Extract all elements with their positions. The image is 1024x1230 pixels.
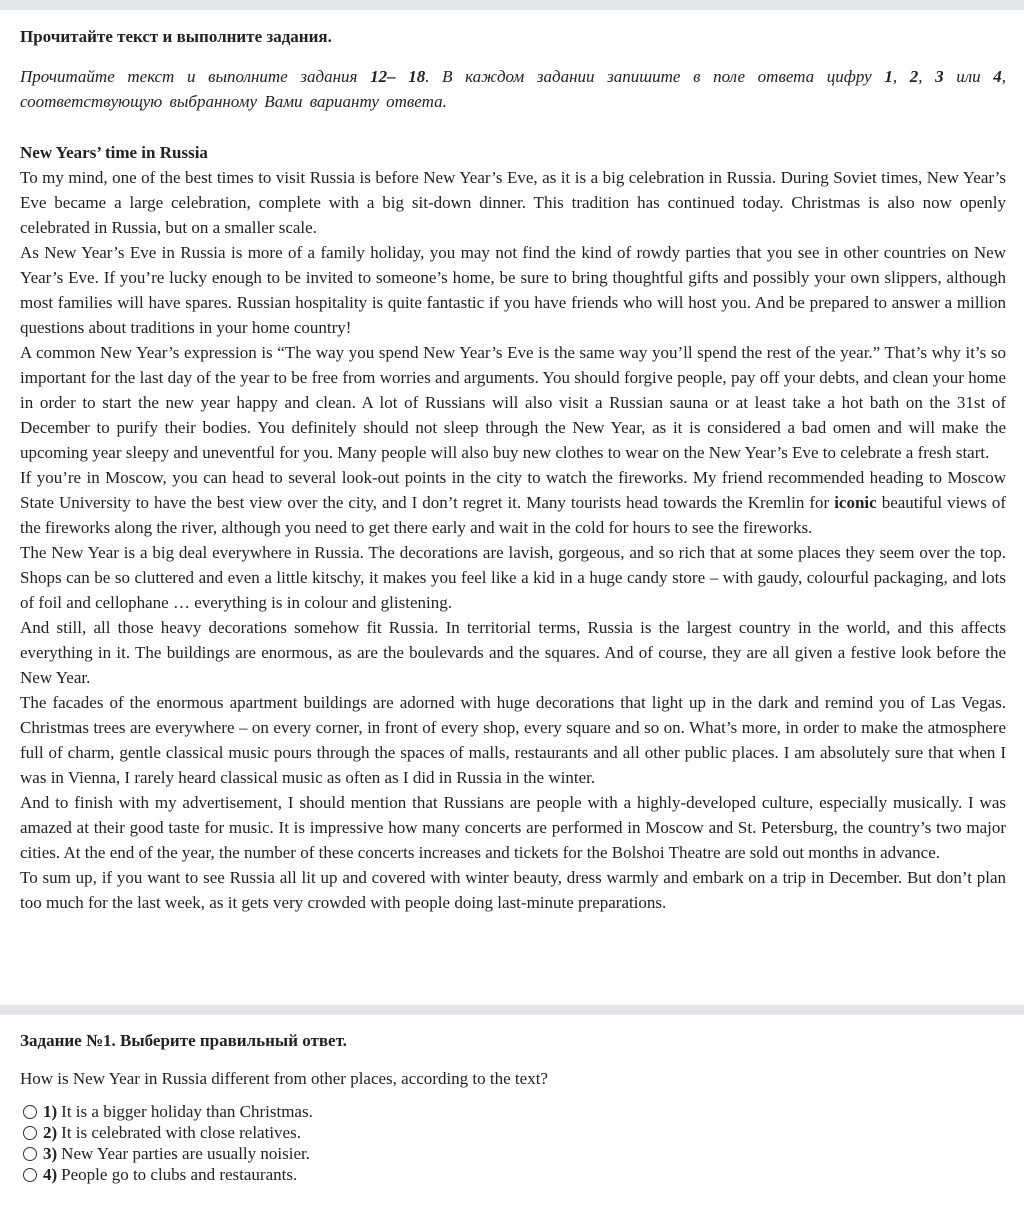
article-paragraph bbox=[20, 465, 1006, 540]
article-paragraph: To sum up, if you want to see Russia all lit up and covered with winter beauty, dress warmly and embark on a trip in December. But don’t plan too much for the last week, as it gets very crowded with people doing last-minute preparations. bbox=[20, 868, 1006, 912]
paragraph-text: beautiful views of the fireworks along the river, although you need to get there early and wait in the cold for hours to see the fireworks. bbox=[20, 493, 1006, 537]
instruction-text: , соответствующую выбранному Вами варианту ответа. bbox=[20, 67, 1007, 111]
article-paragraph: And to finish with my advertisement, I should mention that Russians are people with a highly-developed culture, especially musically. I was amazed at their good taste for music. It is impressive how many concerts are performed in Moscow and St. Petersburg, the country’s two major cities. At the end of the year, the number of these concerts increases and tickets for the Bolshoi Theatre are sold out months in advance. bbox=[20, 793, 1006, 862]
instruction-text: Прочитайте текст и выполните задания bbox=[20, 67, 371, 86]
option-number: 3) bbox=[43, 1144, 58, 1163]
answer-option-2[interactable] bbox=[20, 1122, 1006, 1143]
instruction-digit: 2 bbox=[909, 67, 919, 86]
paragraph-text: If you’re in Moscow, you can head to several look-out points in the city to watch the fireworks. My friend recommended heading to Moscow State University to have the best view over the city, and I don’t regret it. Many tourists head towards the Kremlin for bbox=[20, 468, 1006, 512]
answer-option-1[interactable] bbox=[20, 1101, 1006, 1122]
instruction-digit: 3 bbox=[935, 67, 944, 86]
article-heading: New Years’ time in Russia bbox=[20, 143, 208, 162]
radio-button[interactable] bbox=[23, 1147, 37, 1161]
article-paragraph: The New Year is a big deal everywhere in Russia. The decorations are lavish, gorgeous, and so rich that at some places they seem over the top. Shops can be so cluttered and even a little kitschy, it makes you feel like a kid in a huge candy store – with gaudy, colourful packaging, and lots of foil and cellophane … everything is in colour and glistening. bbox=[20, 543, 1006, 612]
article-paragraph: To my mind, one of the best times to visit Russia is before New Year’s Eve, as it is a big celebration in Russia. During Soviet times, New Year’s Eve became a large celebration, complete with a big sit-down dinner. This tradition has continued today. Christmas is also now openly celebrated in Russia, but on a smaller scale. bbox=[20, 168, 1006, 237]
instruction-text: или bbox=[943, 67, 994, 86]
section-divider bbox=[0, 1005, 1024, 1015]
option-number: 2) bbox=[43, 1123, 58, 1142]
instruction-text: . В каждом задании запишите в поле ответа цифру bbox=[425, 67, 885, 86]
instruction-range: 12– 18 bbox=[370, 67, 426, 86]
article-paragraph: A common New Year’s expression is “The way you spend New Year’s Eve is the same way you’ll spend the rest of the year.” That’s why it’s so important for the last day of the year to be free from worries and arguments. You should forgive people, pay off your debts, and clean your home in order to start the new year happy and clean. A lot of Russians will also visit a Russian sauna or at least take a hot bath on the 31st of December to purify their bodies. You definitely should not sleep through the New Year, as it is considered a bad omen and will make the upcoming year sleepy and uneventful for you. Many people will also buy new clothes to wear on the New Year’s Eve to celebrate a fresh start. bbox=[20, 343, 1006, 462]
task-question: How is New Year in Russia different from other places, according to the text? bbox=[20, 1069, 548, 1088]
answer-option-3[interactable] bbox=[20, 1143, 1006, 1164]
option-text: It is a bigger holiday than Christmas. bbox=[61, 1102, 313, 1121]
highlighted-word: iconic bbox=[834, 493, 877, 512]
instruction bbox=[20, 64, 1006, 114]
option-text: It is celebrated with close relatives. bbox=[61, 1123, 301, 1142]
instruction-text: , bbox=[892, 67, 910, 86]
radio-button[interactable] bbox=[23, 1168, 37, 1182]
option-text: New Year parties are usually noisier. bbox=[61, 1144, 310, 1163]
instruction-digit: 1 bbox=[884, 67, 893, 86]
article bbox=[20, 140, 1006, 915]
option-number: 1) bbox=[43, 1102, 58, 1121]
article-paragraph: And still, all those heavy decorations somehow fit Russia. In territorial terms, Russia is the largest country in the world, and this affects everything in it. The buildings are enormous, as are the boulevards and the squares. And of course, they are all given a festive look before the New Year. bbox=[20, 618, 1006, 687]
article-paragraph: The facades of the enormous apartment buildings are adorned with huge decorations that light up in the dark and remind you of Las Vegas. Christmas trees are everywhere – on every corner, in front of every shop, every square and so on. What’s more, in order to make the atmosphere full of charm, gentle classical music pours through the spaces of malls, restaurants and all other public places. I am absolutely sure that when I was in Vienna, I rarely heard classical music as often as I did in Russia in the winter. bbox=[20, 693, 1006, 787]
radio-button[interactable] bbox=[23, 1105, 37, 1119]
option-number: 4) bbox=[43, 1165, 58, 1184]
page-title: Прочитайте текст и выполните задания. bbox=[20, 27, 332, 46]
option-text: People go to clubs and restaurants. bbox=[61, 1165, 298, 1184]
instruction-digit: 4 bbox=[993, 67, 1002, 86]
instruction-text: , bbox=[918, 67, 936, 86]
answer-option-4[interactable] bbox=[20, 1164, 1006, 1185]
article-paragraph: As New Year’s Eve in Russia is more of a family holiday, you may not find the kind of rowdy parties that you see in other countries on New Year’s Eve. If you’re lucky enough to be invited to someone’s home, be sure to bring thoughtful gifts and possibly your own slippers, although most families will have spares. Russian hospitality is quite fantastic if you have friends who will host you. And be prepared to answer a million questions about traditions in your home country! bbox=[20, 243, 1006, 337]
top-bar bbox=[0, 0, 1024, 10]
answer-options bbox=[20, 1101, 1006, 1185]
radio-button[interactable] bbox=[23, 1126, 37, 1140]
task-title: Задание №1. Выберите правильный ответ. bbox=[20, 1031, 347, 1050]
